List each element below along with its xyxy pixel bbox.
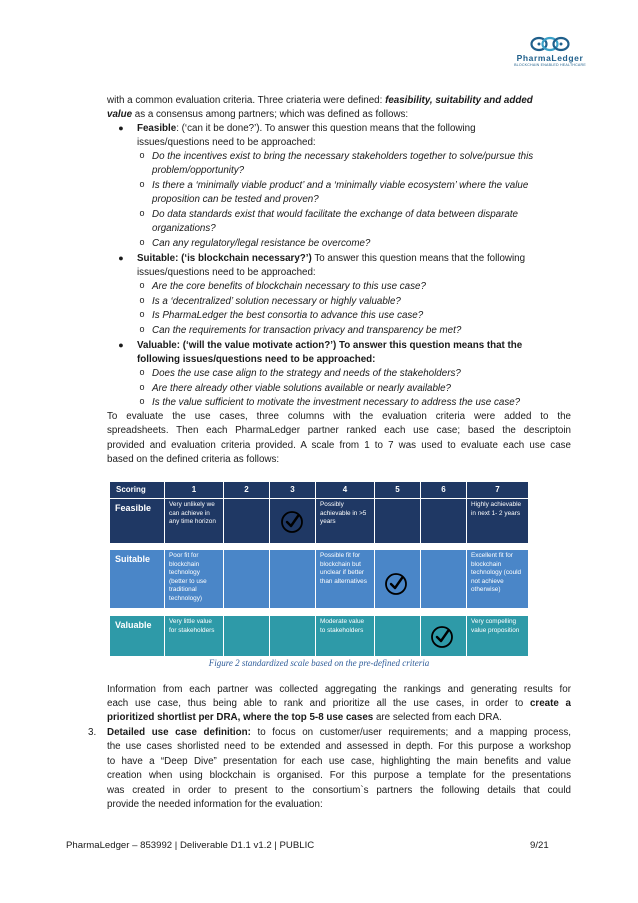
table-header-4: 4 — [316, 482, 374, 498]
table-cell — [270, 616, 315, 656]
sub-bullet: o — [139, 150, 145, 160]
table-cell — [224, 550, 269, 608]
row-label-feasible: Feasible — [110, 499, 164, 543]
valuable-q3: Is the value sufficient to motivate the investment necessary to address the use case? — [152, 397, 521, 408]
sub-bullet: o — [139, 280, 145, 290]
suitable-q4: Can the requirements for transaction privacy and transparency be met? — [152, 325, 462, 336]
feasible-heading: Feasible — [137, 123, 177, 134]
info-bold: create a — [529, 698, 572, 709]
valuable-q2: Are there already other viable solutions available or nearly available? — [152, 383, 451, 394]
feasible-q3a: Do data standards exist that would facilitate the exchange of data between disparate — [152, 209, 518, 220]
figure-caption: Figure 2 standardized scale based on the pre-defined criteria — [208, 658, 430, 668]
sub-bullet: o — [139, 179, 145, 189]
item3-line-4: creation when using blockchain is organised. For this purpose a template for the presentations — [107, 770, 571, 781]
suitable-q1: Are the core benefits of blockchain necessary to this use case? — [152, 281, 426, 292]
chain-link-icon — [530, 36, 570, 52]
feasible-q2a: Is there a ‘minimally viable product’ and a ‘minimally viable ecosystem’ where the value — [152, 180, 529, 191]
suitable-q2: Is a ‘decentralized’ solution necessary or highly valuable? — [152, 296, 401, 307]
logo-brand: PharmaLedger — [516, 53, 584, 63]
sub-bullet: o — [139, 237, 145, 247]
eval-line-4: based on the defined criteria as follows: — [107, 454, 280, 465]
table-header-7: 7 — [467, 482, 528, 498]
table-cell: Very unlikely we can achieve in any time horizon — [165, 499, 223, 543]
item3-line-2: the use cases shorlisted need to be extended and assessed in depth. For this purpose a workshop — [107, 741, 571, 752]
check-circle-icon — [430, 625, 454, 649]
valuable-line-2: following issues/questions need to be approached: — [137, 354, 376, 365]
sub-bullet: o — [139, 295, 145, 305]
intro-text: with a common evaluation criteria. Three criateria were defined: — [107, 95, 386, 106]
suitable-text: To answer this question means that the following — [311, 253, 526, 264]
bullet: ● — [118, 340, 124, 350]
info-text-2: are selected from each DRA. — [373, 712, 502, 723]
feasible-q1a: Do the incentives exist to bring the necessary stakeholders together to solve/pursue this — [152, 151, 534, 162]
item3-line-6: provide the needed information for the evaluation: — [107, 799, 323, 810]
eval-line-3: provided and evaluation criteria provided. A scale from 1 to 7 was used to evaluate each use case — [107, 440, 571, 451]
info-text: each use case, thus being able to rank and prioritize all the use cases, in order to — [107, 698, 530, 709]
table-cell: Poor fit for blockchain technology (better to use traditional technology) — [165, 550, 223, 608]
check-circle-icon — [280, 510, 304, 534]
bullet: ● — [118, 123, 124, 133]
intro-line-1 — [107, 94, 571, 108]
item3-line-3: to have a “Deep Dive” presentation for each use case, highlighting the main benefits and value — [107, 756, 571, 767]
sub-bullet: o — [139, 396, 145, 406]
table-cell — [375, 499, 420, 543]
page-number: 9/21 — [530, 840, 549, 851]
intro-text-2: as a consensus among partners; which was defined as follows: — [132, 109, 409, 120]
feasible-q1b: problem/opportunity? — [152, 165, 245, 176]
footer-left: PharmaLedger – 853992 | Deliverable D1.1 v1.2 | PUBLIC — [66, 840, 315, 851]
sub-bullet: o — [139, 382, 145, 392]
table-header-scoring: Scoring — [110, 482, 164, 498]
item-number: 3. — [88, 727, 97, 738]
feasible-q4: Can any regulatory/legal resistance be overcome? — [152, 238, 371, 249]
table-cell — [270, 550, 315, 608]
eval-line-1: To evaluate the use cases, three columns with the evaluation criteria were added to the — [107, 411, 571, 422]
table-cell: Very compelling value proposition — [467, 616, 528, 656]
item3-text: to focus on customer/user requirements; and a mapping process, — [250, 727, 571, 738]
sub-bullet: o — [139, 208, 145, 218]
table-cell — [421, 499, 466, 543]
suitable-heading: Suitable: (‘is blockchain necessary?’) — [137, 253, 312, 264]
table-header-6: 6 — [421, 482, 466, 498]
valuable-line-1: Valuable: (‘will the value motivate action?’) To answer this question means that the — [137, 340, 523, 351]
feasible-text: : (‘can it be done?’). To answer this question means that the following — [176, 123, 476, 134]
bullet: ● — [118, 253, 124, 263]
table-cell: Moderate value to stakeholders — [316, 616, 374, 656]
info-line-3 — [107, 711, 502, 725]
sub-bullet: o — [139, 324, 145, 334]
info-line-1: Information from each partner was collected aggregating the rankings and generating results for — [107, 684, 571, 695]
check-circle-icon — [384, 572, 408, 596]
info-line-2 — [107, 697, 571, 711]
feasible-line-1 — [137, 122, 571, 136]
feasible-q3b: organizations? — [152, 223, 216, 234]
info-bold-2: prioritized shortlist per DRA, where the top 5-8 use cases — [107, 712, 374, 723]
eval-line-2: spreadsheets. Then each PharmaLedger partner ranked each use case; based the descriptoin — [107, 425, 571, 436]
table-cell: Possible fit for blockchain but unclear if better than alternatives — [316, 550, 374, 608]
logo-tagline: BLOCKCHAIN ENABLED HEALTHCARE — [514, 63, 586, 67]
item3-line-5: was created in order to present to the consortium`s partners the following details that could — [107, 785, 571, 796]
table-header-3: 3 — [270, 482, 315, 498]
row-label-suitable: Suitable — [110, 550, 164, 608]
intro-bold-2: value — [107, 109, 133, 120]
item3-heading: Detailed use case definition: — [107, 727, 251, 738]
table-cell — [421, 550, 466, 608]
intro-bold: feasibility, suitability and added — [385, 95, 533, 106]
table-cell — [224, 499, 269, 543]
pharmaledger-logo — [510, 36, 590, 76]
item3-line-1 — [107, 726, 571, 740]
feasible-line-2: issues/questions need to be approached: — [137, 137, 316, 148]
table-cell: Excellent fit for blockchain technology (could not achieve otherwise) — [467, 550, 528, 608]
table-header-5: 5 — [375, 482, 420, 498]
intro-line-2 — [107, 108, 571, 122]
valuable-q1: Does the use case align to the strategy and needs of the stakeholders? — [152, 368, 461, 379]
row-label-valuable: Valuable — [110, 616, 164, 656]
sub-bullet: o — [139, 367, 145, 377]
feasible-q2b: proposition can be tested and proven? — [152, 194, 319, 205]
table-cell — [375, 616, 420, 656]
table-header-1: 1 — [165, 482, 223, 498]
table-cell: Very little value for stakeholders — [165, 616, 223, 656]
table-cell — [224, 616, 269, 656]
suitable-q3: Is PharmaLedger the best consortia to advance this use case? — [152, 310, 424, 321]
suitable-line-2: issues/questions need to be approached: — [137, 267, 316, 278]
sub-bullet: o — [139, 309, 145, 319]
suitable-line-1 — [137, 252, 571, 266]
table-header-2: 2 — [224, 482, 269, 498]
table-cell: Possibly achievable in >5 years — [316, 499, 374, 543]
table-cell: Highly achievable in next 1- 2 years — [467, 499, 528, 543]
